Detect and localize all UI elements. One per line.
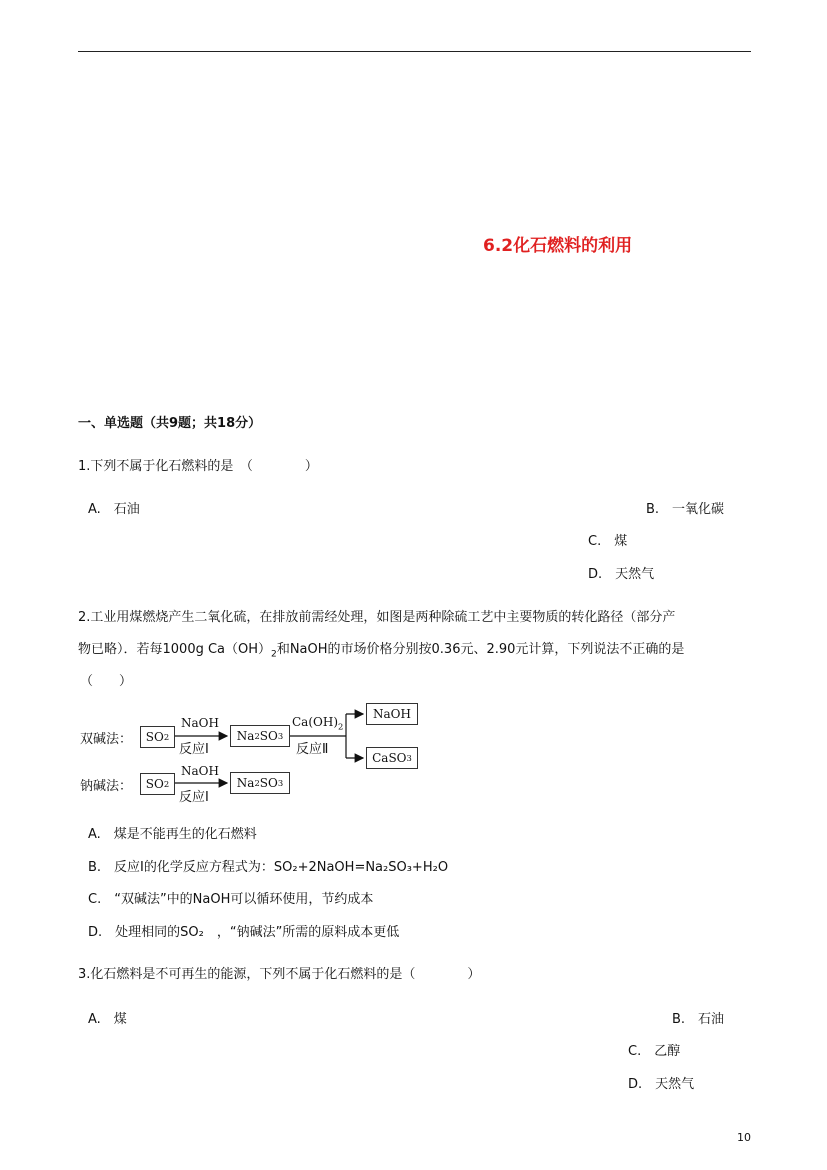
reagent-naoh-row1: NaOH <box>181 716 219 730</box>
q2-stem-line1: 2.工业用煤燃烧产生二氧化硫，在排放前需经处理，如图是两种除硫工艺中主要物质的转化路径（部分产 <box>78 610 676 625</box>
reagent-caoh2: $Ca(OH)_2$ <box>292 715 344 732</box>
reagent-naoh-row2: NaOH <box>181 764 219 778</box>
caso3-box: CaSO 3 <box>366 747 418 769</box>
desulfurization-diagram <box>78 698 428 808</box>
section-heading: 一、单选题（共9题；共18分） <box>78 416 262 431</box>
q1-option-b: B. 一氧化碳 <box>646 502 725 517</box>
q2-option-c: C. “双碱法”中的NaOH可以循环使用，节约成本 <box>88 892 374 907</box>
q1-option-a: A. 石油 <box>88 502 140 517</box>
q2-option-b: B. 反应Ⅰ的化学反应方程式为：SO₂+2NaOH=Na₂SO₃+H₂O <box>88 860 449 875</box>
q1-option-d: D. 天然气 <box>588 567 655 582</box>
q2-option-a: A. 煤是不能再生的化石燃料 <box>88 827 257 842</box>
page-title: 6.2化石燃料的利用 <box>483 236 633 256</box>
double-alkali-label: 双碱法： <box>80 732 133 747</box>
so2-box-row1: SO 2 <box>140 726 175 748</box>
q2-stem-line2: 物已略）．若每1000g $Ca(OH)_2$和NaOH的市场价格分别按0.36元、2.90元计算，下列说法不正确的是 <box>78 642 685 660</box>
reaction2-label: 反应Ⅱ <box>296 742 329 757</box>
q3-stem: 3.化石燃料是不可再生的能源，下列不属于化石燃料的是（ ） <box>78 967 481 982</box>
so2-box-row2: SO 2 <box>140 773 175 795</box>
q3-option-c: C. 乙醇 <box>628 1044 681 1059</box>
header-rule <box>78 51 751 52</box>
page-number: 10 <box>737 1131 751 1144</box>
na2so3-box-row1: Na 2 SO 3 <box>230 725 290 747</box>
q3-option-b: B. 石油 <box>672 1012 725 1027</box>
q2-option-d: D. 处理相同的SO₂ ，“钠碱法”所需的原料成本更低 <box>88 925 400 940</box>
naoh-box: NaOH <box>366 703 418 725</box>
sodium-alkali-label: 钠碱法： <box>80 779 133 794</box>
q3-option-a: A. 煤 <box>88 1012 127 1027</box>
reaction1-label-row1: 反应Ⅰ <box>179 742 209 757</box>
na2so3-box-row2: Na 2 SO 3 <box>230 772 290 794</box>
q2-stem-line3: （ ） <box>80 674 133 689</box>
reaction1-label-row2: 反应Ⅰ <box>179 790 209 805</box>
q1-stem: 1.下列不属于化石燃料的是 （ ） <box>78 459 318 474</box>
q1-option-c: C. 煤 <box>588 534 628 549</box>
q3-option-d: D. 天然气 <box>628 1077 695 1092</box>
